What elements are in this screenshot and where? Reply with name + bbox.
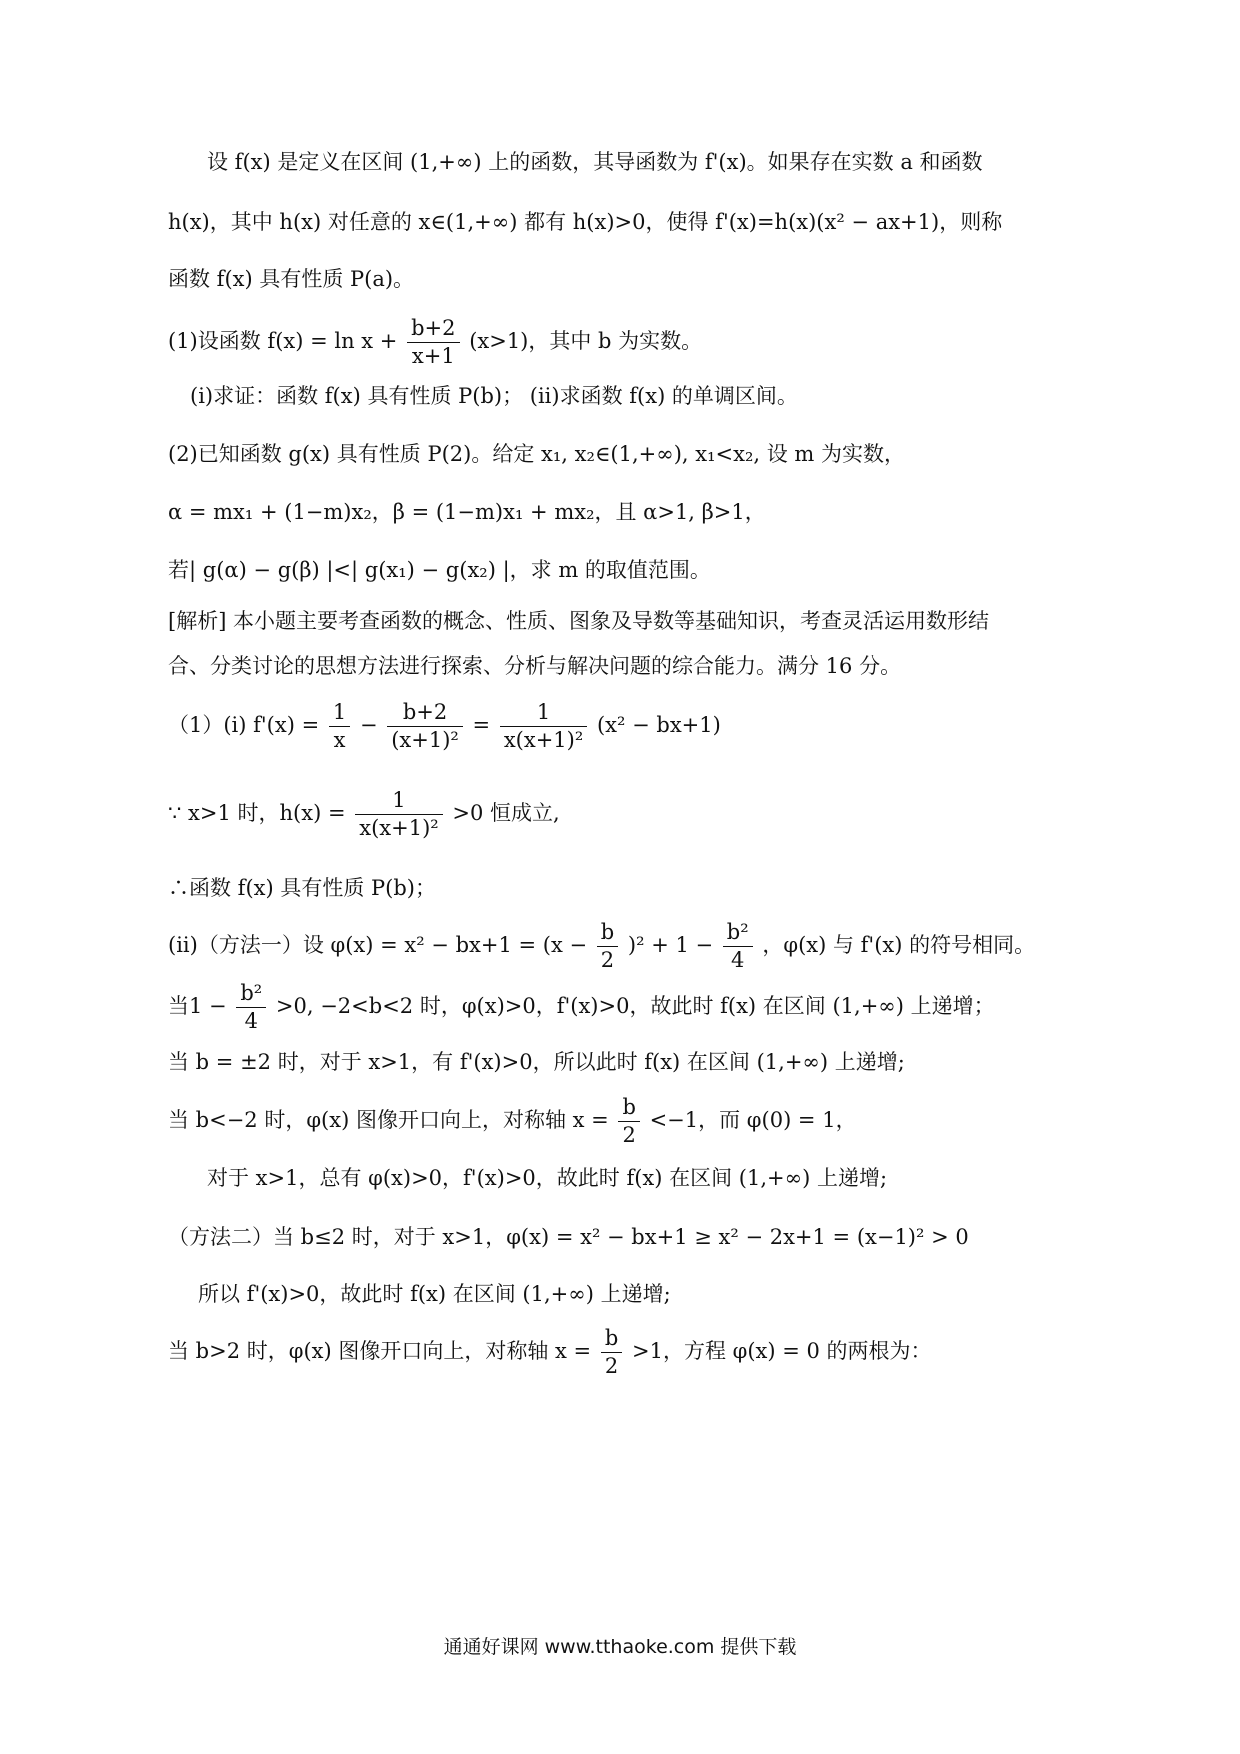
derivative-fraction-3-denominator: x(x+1)² [503,728,584,752]
derivative-suffix: (x² − bx+1) [596,713,721,737]
method-1-fraction-2 [723,922,753,971]
derivative-fraction-1 [329,702,350,751]
case-3-line [168,1097,857,1146]
question-1-subparts: (i)求证：函数 f(x) 具有性质 P(b)； (ii)求函数 f(x) 的单调区间。 [190,384,798,408]
method-2-line: （方法二）当 b≤2 时，对于 x>1，φ(x) = x² − bx+1 ≥ x² − 2x+1 = (x−1)² > 0 [168,1225,969,1249]
case-4-line: 对于 x>1，总有 φ(x)>0，f'(x)>0，故此时 f(x) 在区间 (1,+∞) 上递增; [207,1166,888,1190]
derivative-fraction-1-denominator: x [333,728,346,752]
method-2-continuation: 所以 f'(x)>0，故此时 f(x) 在区间 (1,+∞) 上递增; [198,1282,671,1306]
method-1-fraction-2-numerator: b² [723,922,753,947]
derivative-fraction-3-numerator: 1 [500,702,587,727]
question-2-line-1: (2)已知函数 g(x) 具有性质 P(2)。给定 x₁, x₂∈(1,+∞), x₁<x₂, 设 m 为实数， [168,442,906,466]
case-5-suffix: >1，方程 φ(x) = 0 的两根为： [631,1339,932,1363]
method-1-fraction-1-numerator: b [597,922,618,947]
h-function-numerator: 1 [355,790,442,815]
q1-suffix: (x>1)，其中 b 为实数。 [469,329,703,353]
case-1-fraction-numerator: b² [236,983,266,1008]
h-function-suffix: >0 恒成立, [452,801,560,825]
conclusion-line: ∴函数 f(x) 具有性质 P(b)； [168,876,436,900]
case-3-prefix: 当 b<−2 时，φ(x) 图像开口向上，对称轴 x = [168,1108,609,1132]
case-3-fraction-denominator: 2 [622,1123,636,1147]
method-1-middle: )² + 1 − [627,933,714,957]
method-1-fraction-2-denominator: 4 [731,948,745,972]
problem-line-1: 设 f(x) 是定义在区间 (1,+∞) 上的函数，其导函数为 f'(x)。如果存在实数 a 和函数 [207,150,983,174]
analysis-intro-2: 合、分类讨论的思想方法进行探索、分析与解决问题的综合能力。满分 16 分。 [168,654,902,678]
q1-fraction [407,318,459,367]
case-5-fraction [601,1328,622,1377]
method-1-suffix: ，φ(x) 与 f'(x) 的符号相同。 [762,933,1036,957]
case-1-fraction-denominator: 4 [244,1009,258,1033]
derivative-fraction-3 [500,702,587,751]
derivative-fraction-2-numerator: b+2 [387,702,463,727]
case-3-fraction [618,1097,639,1146]
method-1-line [168,922,1035,971]
case-2-line: 当 b = ±2 时，对于 x>1，有 f'(x)>0，所以此时 f(x) 在区间 (1,+∞) 上递增; [168,1050,905,1074]
q1-prefix: (1)设函数 f(x) = ln x + [168,329,398,353]
q1-fraction-denominator: x+1 [411,344,455,368]
case-5-fraction-numerator: b [601,1328,622,1353]
method-1-fraction-1 [597,922,618,971]
case-5-prefix: 当 b>2 时，φ(x) 图像开口向上，对称轴 x = [168,1339,592,1363]
case-3-fraction-numerator: b [618,1097,639,1122]
question-2-line-2: α = mx₁ + (1−m)x₂，β = (1−m)x₁ + mx₂，且 α>1, β>1， [168,500,766,524]
derivative-prefix: （1）(i) f'(x) = [168,713,320,737]
derivative-minus: − [359,713,378,737]
derivative-fraction-2-denominator: (x+1)² [391,728,459,752]
page-footer: 通通好课网 www.tthaoke.com 提供下载 [443,1636,797,1658]
q1-fraction-numerator: b+2 [407,318,459,343]
h-function-line [168,790,560,839]
derivative-line [168,702,721,751]
case-3-suffix: <−1，而 φ(0) = 1， [649,1108,857,1132]
problem-line-3: 函数 f(x) 具有性质 P(a)。 [168,267,415,291]
problem-line-2: h(x)，其中 h(x) 对任意的 x∈(1,+∞) 都有 h(x)>0，使得 f'(x)=h(x)(x² − ax+1)，则称 [168,210,1003,234]
question-1 [168,318,702,367]
method-1-fraction-1-denominator: 2 [600,948,615,972]
derivative-fraction-2 [387,702,463,751]
h-function-prefix: ∵ x>1 时，h(x) = [168,801,346,825]
case-1-line [168,983,995,1032]
method-1-prefix: (ii)（方法一）设 φ(x) = x² − bx+1 = (x − [168,933,588,957]
case-1-prefix: 当1 − [168,994,227,1018]
h-function-fraction [355,790,442,839]
derivative-fraction-1-numerator: 1 [329,702,350,727]
h-function-denominator: x(x+1)² [359,816,439,840]
case-5-line [168,1328,932,1377]
case-5-fraction-denominator: 2 [604,1354,619,1378]
case-1-suffix: >0, −2<b<2 时，φ(x)>0，f'(x)>0，故此时 f(x) 在区间 (1,+∞) 上递增； [275,994,995,1018]
case-1-fraction [236,983,266,1032]
derivative-equals: = [472,713,491,737]
analysis-intro-1: [解析] 本小题主要考查函数的概念、性质、图象及导数等基础知识，考查灵活运用数形结 [168,609,990,633]
question-2-line-3: 若| g(α) − g(β) |<| g(x₁) − g(x₂) |，求 m 的取值范围。 [168,558,711,582]
